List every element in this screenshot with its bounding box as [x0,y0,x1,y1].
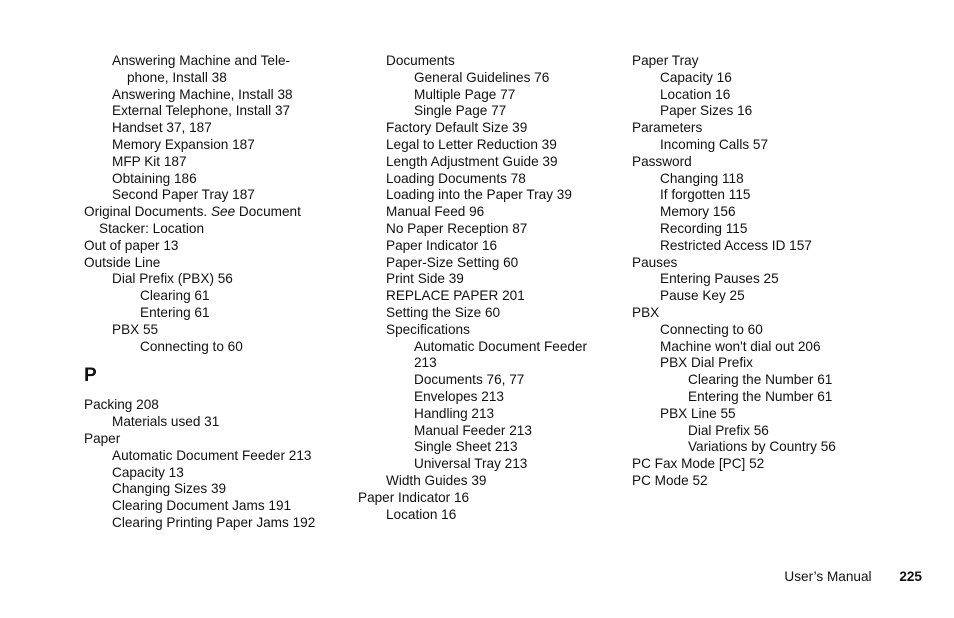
index-entry: 213 [414,355,437,371]
index-entry: Paper Indicator 16 [358,489,470,505]
index-entry: Dial Prefix (PBX) 56 [112,271,233,287]
page-footer [784,569,922,584]
index-entry: Connecting to 60 [140,338,243,354]
index-entry: Obtaining 186 [112,170,197,186]
index-entry: Changing Sizes 39 [112,481,227,497]
index-entry: Print Side 39 [386,271,464,287]
section-letter: P [84,365,97,387]
manual-title: User’s Manual [784,569,872,584]
index-entry: Answering Machine, Install 38 [112,86,293,102]
index-entry: Loading Documents 78 [386,170,526,186]
index-entry: Capacity 13 [112,464,184,480]
index-entry: Machine won't dial out 206 [660,338,821,354]
index-entry: Universal Tray 213 [414,456,528,472]
index-entry: Factory Default Size 39 [386,120,528,136]
index-entry: Materials used 31 [112,414,220,430]
index-entry: No Paper Reception 87 [386,220,528,236]
index-entry: MFP Kit 187 [112,153,187,169]
index-entry: Manual Feed 96 [386,204,485,220]
index-entry: Specifications [386,321,470,337]
index-entry: Memory Expansion 187 [112,136,255,152]
index-column-2 [358,53,618,523]
index-entry: Parameters [632,120,703,136]
index-entry: Paper [84,430,121,446]
index-entry: PBX Dial Prefix [660,355,753,371]
page-number: 225 [899,569,922,584]
index-entry: Second Paper Tray 187 [112,187,255,203]
index-entry: Paper Indicator 16 [386,237,498,253]
index-entry: Envelopes 213 [414,388,504,404]
index-entry: Clearing Printing Paper Jams 192 [112,514,316,530]
index-entry: Connecting to 60 [660,321,763,337]
index-entry: Pauses [632,254,678,270]
index-entry: Password [632,153,692,169]
index-entry: Outside Line [84,254,161,270]
index-entry: Original Documents. See Document [84,204,301,220]
index-entry: Entering 61 [140,304,210,320]
index-entry: Paper Tray [632,53,699,68]
index-entry: Out of paper 13 [84,237,179,253]
index-entry: Clearing Document Jams 191 [112,498,292,514]
index-entry: REPLACE PAPER 201 [386,288,525,304]
index-entry: Incoming Calls 57 [660,136,769,152]
index-entry: Legal to Letter Reduction 39 [386,136,557,152]
index-entry: Clearing the Number 61 [688,372,833,388]
index-entry: Entering the Number 61 [688,388,833,404]
index-entry: Multiple Page 77 [414,86,516,102]
index-entry: PBX Line 55 [660,405,736,421]
index-entry: Changing 118 [660,170,744,186]
index-entry: Variations by Country 56 [688,439,836,455]
index-entry: PC Fax Mode [PC] 52 [632,456,765,472]
index-entry: Setting the Size 60 [386,304,501,320]
index-entry: Memory 156 [660,204,736,220]
index-column-1 [84,53,346,532]
index-entry: Handset 37, 187 [112,120,212,136]
index-entry: Stacker: Location [99,220,205,236]
index-entry: Manual Feeder 213 [414,422,532,438]
index-entry: Handling 213 [414,405,495,421]
index-entry: Recording 115 [660,220,748,236]
index-entry: General Guidelines 76 [414,69,550,85]
index-column-3 [632,53,932,490]
index-entry: Restricted Access ID 157 [660,237,812,253]
index-entry: Dial Prefix 56 [688,422,769,438]
index-entry: Automatic Document Feeder 213 [112,447,312,463]
index-entry: Paper Sizes 16 [660,103,753,119]
index-entry: PC Mode 52 [632,472,708,488]
index-entry: Packing 208 [84,397,159,413]
index-entry: PBX 55 [112,321,159,337]
index-entry: Documents 76, 77 [414,372,525,388]
index-entry: PBX [632,304,660,320]
index-entry: Clearing 61 [140,288,210,304]
index-entry: Single Page 77 [414,103,507,119]
index-entry: Entering Pauses 25 [660,271,779,287]
index-entry: Paper-Size Setting 60 [386,254,519,270]
index-entry: phone, Install 38 [127,69,227,85]
index-entry: Capacity 16 [660,69,732,85]
index-entry: Answering Machine and Tele- [112,53,291,68]
index-entry: Automatic Document Feeder [414,338,588,354]
index-entry: External Telephone, Install 37 [112,103,291,119]
index-entry: Loading into the Paper Tray 39 [386,187,572,203]
index-entry: If forgotten 115 [660,187,751,203]
index-entry: Width Guides 39 [386,472,487,488]
index-entry: Length Adjustment Guide 39 [386,153,558,169]
index-entry: Pause Key 25 [660,288,745,304]
index-entry: Single Sheet 213 [414,439,518,455]
index-entry: Location 16 [386,506,457,522]
index-entry: Location 16 [660,86,731,102]
index-entry: Documents [386,53,455,68]
